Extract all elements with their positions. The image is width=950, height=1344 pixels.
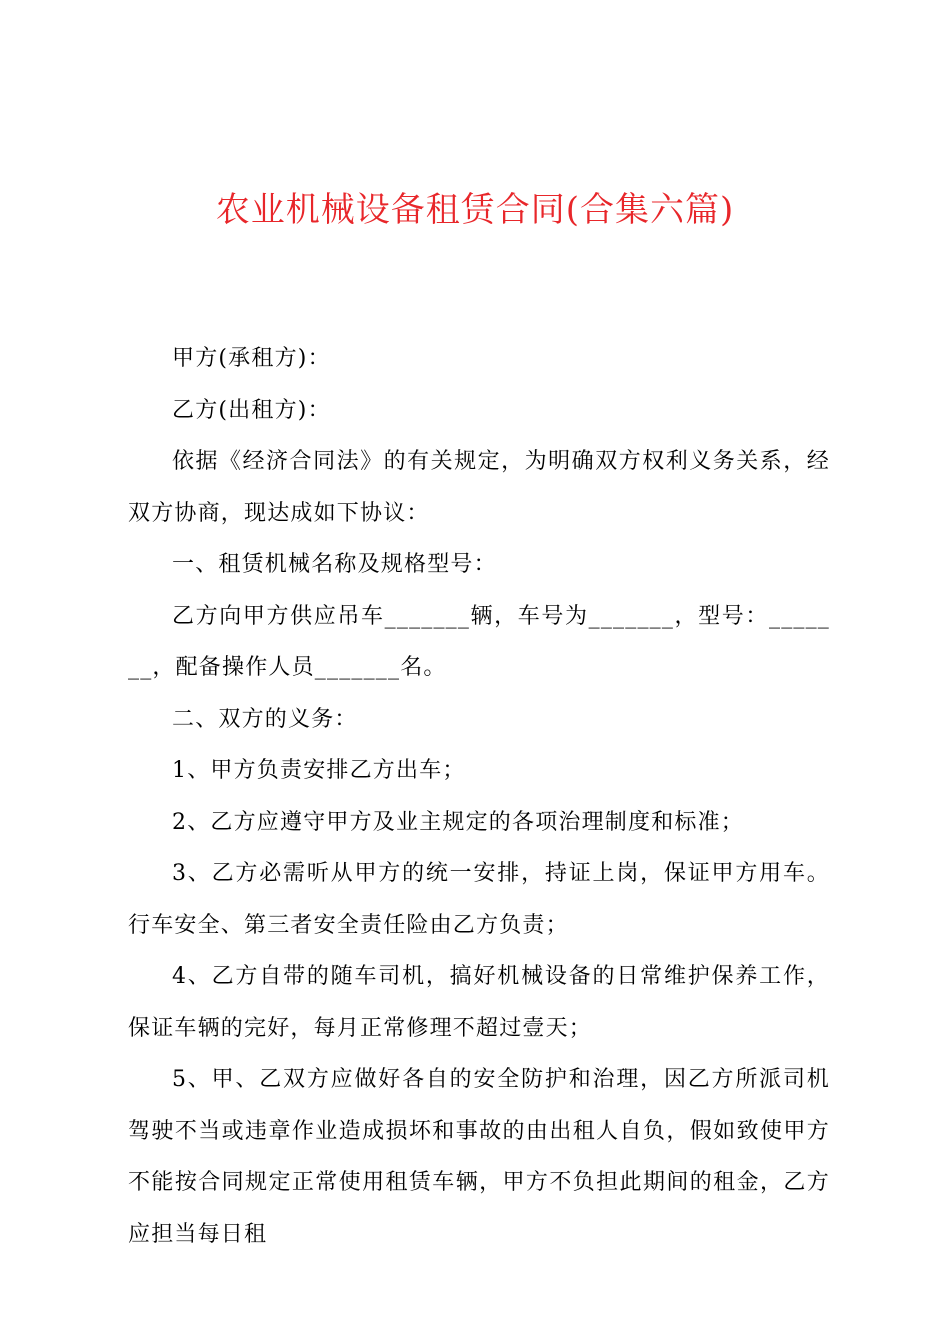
section-heading-obligations: 二、双方的义务： bbox=[172, 706, 358, 732]
document-body bbox=[128, 333, 830, 1260]
paragraph-equipment-details: 乙方向甲方供应吊车_______辆，车号为_______，型号：_______，配备操作人员_______名。 bbox=[128, 603, 830, 680]
clause-2: 2、乙方应遵守甲方及业主规定的各项治理制度和标准； bbox=[172, 809, 744, 835]
section-heading-equipment: 一、租赁机械名称及规格型号： bbox=[172, 552, 497, 577]
clause-5: 5、甲、乙双方应做好各自的安全防护和治理，因乙方所派司机驾驶不当或违章作业造成损坏和事故的由出租人自负，假如致使甲方不能按合同规定正常使用租赁车辆，甲方不负担此期间的租金，乙方应担当每日租 bbox=[128, 1067, 830, 1247]
document-title: 农业机械设备租赁合同(合集六篇) bbox=[215, 190, 735, 230]
paragraph-party-b: 乙方(出租方)： bbox=[172, 397, 331, 423]
clause-1: 1、甲方负责安排乙方出车； bbox=[172, 758, 466, 783]
clause-4: 4、乙方自带的随车司机，搞好机械设备的日常维护保养工作，保证车辆的完好，每月正常修理不超过壹天； bbox=[128, 964, 830, 1041]
clause-3: 3、乙方必需听从甲方的统一安排，持证上岗，保证甲方用车。行车安全、第三者安全责任险由乙方负责； bbox=[128, 861, 830, 938]
paragraph-preamble: 依据《经济合同法》的有关规定，为明确双方权利义务关系，经双方协商，现达成如下协议： bbox=[128, 449, 830, 526]
paragraph-party-a: 甲方(承租方)： bbox=[172, 346, 331, 371]
